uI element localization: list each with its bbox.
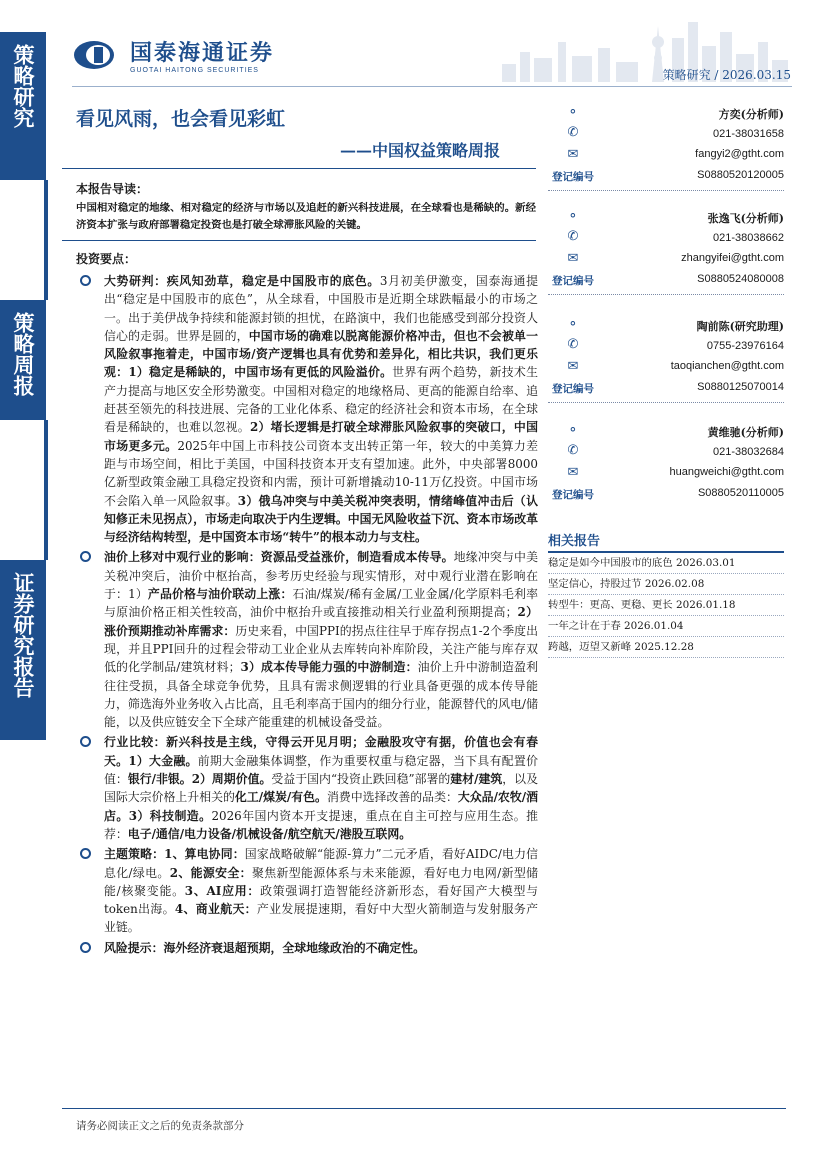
point-text: 国家战略破解“能源-算力”二元矛盾，看好AIDC/电力信息化/绿电。 bbox=[104, 847, 538, 880]
footer-divider bbox=[62, 1108, 786, 1109]
related-report-link[interactable]: 稳定是如今中国股市的底色 2026.03.01 bbox=[548, 553, 784, 574]
analyst-reg-number: S0880524080008 bbox=[697, 273, 784, 285]
point-item bbox=[76, 548, 538, 731]
user-icon: ⚬ bbox=[567, 423, 579, 438]
investment-points bbox=[76, 272, 538, 957]
analyst-reg-number: S0880520120005 bbox=[697, 169, 784, 181]
analyst-email[interactable]: taoqianchen@gtht.com bbox=[670, 360, 784, 372]
point-text: ，以及国际大宗价格上升相关的 bbox=[104, 772, 538, 805]
sidebar-type-label: 策略周报 bbox=[11, 312, 36, 396]
intro-text: 中国相对稳定的地缘、相对稳定的经济与市场以及追赶的新兴科技进展，在全球看也是稀缺的。新经济资本扩张与政府部署稳定投资也是打破全球滞胀风险的关键。 bbox=[76, 202, 536, 231]
point-bold: 3）俄乌冲突与中美关税冲突表明，情绪峰值冲击后（认知修正未见拐点），市场走向取决于内生逻辑。中国无风险收益下沉、资本市场改革与经济结构转型，是中国资本市场“转牛”的根本动力与支柱。 bbox=[104, 493, 539, 545]
analyst-phone: 0755-23976164 bbox=[706, 340, 784, 352]
point-bold: 4、商业航天： bbox=[174, 902, 257, 917]
sidebar-report-label: 证券研究报告 bbox=[11, 572, 36, 698]
point-lead: 大势研判：疾风知劲草，稳定是中国股市的底色。 bbox=[104, 274, 380, 288]
user-icon: ⚬ bbox=[567, 317, 579, 332]
point-lead: 主题策略：1、算电协同： bbox=[104, 847, 245, 862]
point-bold: 化工/煤炭/有色。 bbox=[234, 790, 327, 805]
report-date-line bbox=[663, 66, 791, 83]
analyst-name: 黄维驰(分析师) bbox=[707, 426, 784, 439]
phone-icon: ✆ bbox=[567, 443, 579, 458]
analyst-card bbox=[548, 106, 784, 182]
mail-icon: ✉ bbox=[567, 359, 579, 374]
point-text: 受益于国内“投资止跌回稳”部署的 bbox=[271, 772, 451, 787]
analyst-name: 方奕(分析师) bbox=[718, 108, 784, 121]
analyst-email[interactable]: fangyi2@gtht.com bbox=[695, 148, 784, 160]
analyst-reg-number: S0880125070014 bbox=[697, 381, 784, 393]
point-bold: 银行/非银。2）周期价值。 bbox=[127, 772, 272, 787]
phone-icon: ✆ bbox=[567, 229, 579, 244]
point-text: 消费中选择改善的品类： bbox=[326, 790, 458, 805]
point-text: 聚焦新型能源体系与未来能源，看好电力电网/新型储能/核聚变能。 bbox=[104, 865, 538, 898]
point-text: 历史来看，中国PPI的拐点往往早于库存拐点1-2个季度出现，并且PPI回升的过程会带动工业企业从去库转向补库阶段，关注产能与库存双低的化学制品/建筑材料； bbox=[104, 623, 538, 675]
report-title: 看见风雨，也会看见彩虹 bbox=[76, 108, 286, 130]
analyst-reg-label: 登记编号 bbox=[552, 171, 594, 183]
point-text: 石油/煤炭/稀有金属/工业金属/化学原料毛利率与原油价格正相关性较高，油价中枢抬升或直接推动相关行业盈利预期提高； bbox=[104, 587, 538, 620]
related-reports-list bbox=[548, 551, 784, 658]
mail-icon: ✉ bbox=[567, 147, 579, 162]
disclaimer-footer: 请务必阅读正文之后的免责条款部分 bbox=[76, 1120, 244, 1132]
point-item bbox=[76, 733, 538, 843]
point-bold: 中国市场的确难以脱离能源价格冲击，但也不会被单一风险叙事拖着走，中国市场/资产逻辑也具有优势和差异化，相比共识，我们更乐观：1）稳定是稀缺的，中国市场有更低的风险溢价。 bbox=[104, 328, 538, 380]
analyst-card bbox=[548, 424, 784, 500]
analyst-phone: 021-38038662 bbox=[713, 232, 784, 244]
analyst-phone: 021-38032684 bbox=[713, 446, 784, 458]
analyst-divider bbox=[548, 190, 784, 191]
point-item bbox=[76, 272, 538, 546]
point-bold: 建材/建筑 bbox=[450, 772, 503, 787]
analyst-name: 陶前陈(研究助理) bbox=[696, 320, 784, 333]
bullet-icon bbox=[80, 736, 91, 747]
point-bold: 大众品/农牧/酒店。3）科技制造。 bbox=[104, 790, 538, 823]
bullet-icon bbox=[80, 848, 91, 859]
analyst-phone: 021-38031658 bbox=[713, 128, 784, 140]
point-bold: 2、能源安全： bbox=[169, 865, 252, 880]
related-report-link[interactable]: 一年之计在于春 2026.01.04 bbox=[548, 616, 784, 637]
analyst-reg-label: 登记编号 bbox=[552, 489, 594, 501]
sidebar-divider bbox=[44, 180, 48, 300]
point-lead: 风险提示：海外经济衰退超预期，全球地缘政治的不确定性。 bbox=[104, 940, 426, 955]
analyst-reg-label: 登记编号 bbox=[552, 383, 594, 395]
left-sidebar bbox=[0, 0, 46, 1169]
user-icon: ⚬ bbox=[567, 209, 579, 224]
mail-icon: ✉ bbox=[567, 465, 579, 480]
point-text: 2025年中国上市科技公司资本支出转正第一年，较大的中美算力差距与市场空间，相比于美国，中国科技资本开支有望加速。此外，中央部署8000亿新型政策金融工具稳定投资和内需，预计可新增撬动10-11万亿投资。中国市场不会陷入单一风险叙事。 bbox=[104, 438, 538, 508]
analyst-email[interactable]: zhangyifei@gtht.com bbox=[681, 252, 784, 264]
sidebar-divider bbox=[44, 420, 48, 560]
sidebar-report-block bbox=[0, 560, 46, 740]
analyst-reg-label: 登记编号 bbox=[552, 275, 594, 287]
point-text: 3月初美伊激变，国泰海通提出“稳定是中国股市的底色”，从全球看，中国股市是近期全球跌幅最小的市场之一。出于美伊战争持续和能源封锁的担忧，在路演中，我们也能感受到部分投资人信心的走弱。世界是圆的， bbox=[104, 274, 538, 343]
intro-divider bbox=[62, 240, 536, 241]
sidebar-type-block bbox=[0, 300, 46, 420]
mail-icon: ✉ bbox=[567, 251, 579, 266]
point-bold: 2）涨价预期推动补库需求： bbox=[104, 605, 538, 638]
sidebar-category-block bbox=[0, 32, 46, 180]
phone-icon: ✆ bbox=[567, 337, 579, 352]
analyst-card bbox=[548, 318, 784, 394]
points-heading: 投资要点： bbox=[76, 252, 137, 266]
point-bold: 3、AI应用： bbox=[184, 883, 261, 898]
bullet-icon bbox=[80, 551, 91, 562]
point-text: 产业发展提速期，看好中大型火箭制造与发射服务产业链。 bbox=[104, 902, 538, 935]
analyst-name: 张逸飞(分析师) bbox=[707, 212, 784, 225]
bullet-icon bbox=[80, 942, 91, 953]
point-lead: 行业比较：新兴科技是主线，守得云开见月明；金融股攻守有据，价值也会有春天。 bbox=[104, 735, 538, 768]
analyst-email[interactable]: huangweichi@gtht.com bbox=[669, 466, 784, 478]
point-text: 政策强调打造智能经济新形态，看好国产大模型与token出海。 bbox=[104, 883, 538, 917]
report-date-text: 策略研究 / 2026.03.15 bbox=[662, 68, 791, 82]
related-report-link[interactable]: 跨越，迈望又新峰 2025.12.28 bbox=[548, 637, 784, 658]
analyst-reg-number: S0880520110005 bbox=[697, 487, 784, 499]
related-report-link[interactable]: 坚定信心，持股过节 2026.02.08 bbox=[548, 574, 784, 595]
point-bold: 3）成本传导能力强的中游制造： bbox=[240, 660, 418, 675]
point-text: 油价上升中游制造盈利往往受损，具备全球竞争优势，且具有需求侧逻辑的行业具备更强的成本传导能力，筛选海外业务收入占比高，且毛利率高于国内的细分行业，能源替代的风电/储能，以及供应链安全下全球产能重建的机械设备受益。 bbox=[104, 660, 538, 730]
point-bold: 2）堵长逻辑是打破全球滞胀风险叙事的突破口，中国市场更多元。 bbox=[104, 420, 538, 453]
user-icon: ⚬ bbox=[567, 105, 579, 120]
point-bold: 电子/通信/电力设备/机械设备/航空航天/港股互联网。 bbox=[127, 826, 412, 841]
bullet-icon bbox=[80, 275, 91, 286]
intro-heading: 本报告导读： bbox=[76, 182, 149, 196]
point-text: 地缘冲突与中美关税冲突后，油价中枢抬高，参考历史经验与现实情形，对中观行业潜在影响在于：1） bbox=[104, 550, 538, 602]
analyst-divider bbox=[548, 402, 784, 403]
report-subtitle: ——中国权益策略周报 bbox=[340, 141, 501, 160]
point-bold: 产品价格与油价联动上涨： bbox=[147, 587, 293, 602]
brand-name-en: GUOTAI HAITONG SECURITIES bbox=[130, 67, 259, 74]
point-text: 前期大金融集体调整，作为重要权重与稳定器，当下具有配置价值： bbox=[104, 753, 538, 787]
point-lead: 油价上移对中观行业的影响：资源品受益涨价，制造看成本传导。 bbox=[104, 550, 454, 565]
related-report-link[interactable]: 转型牛：更高、更稳、更长 2026.01.18 bbox=[548, 595, 784, 616]
analyst-card bbox=[548, 210, 784, 286]
related-reports-heading: 相关报告 bbox=[548, 534, 601, 549]
point-bold: 1）大金融。 bbox=[128, 753, 198, 768]
brand-logo bbox=[72, 36, 274, 74]
brand-name-cn: 国泰海通证券 bbox=[130, 41, 275, 66]
point-text: 世界有两个趋势，新技术生产力提高与地区安全形势激变。中国相对稳定的地缘格局、更高的能源自给率、追赶甚至领先的科技进展、完备的工业化体系、稳定的经济社会和资本市场，在全球看是稀缺的，也难以忽视。 bbox=[104, 365, 538, 435]
point-text: 2026年国内资本开支提速，重点在自主可控与应用生态。推荐： bbox=[104, 808, 538, 841]
phone-icon: ✆ bbox=[567, 125, 579, 140]
logo-icon bbox=[72, 38, 124, 72]
analyst-divider bbox=[548, 294, 784, 295]
point-item bbox=[76, 939, 538, 957]
sidebar-category-label: 策略研究 bbox=[11, 44, 36, 128]
header-divider bbox=[72, 86, 792, 87]
title-divider bbox=[62, 168, 536, 169]
point-item bbox=[76, 845, 538, 936]
